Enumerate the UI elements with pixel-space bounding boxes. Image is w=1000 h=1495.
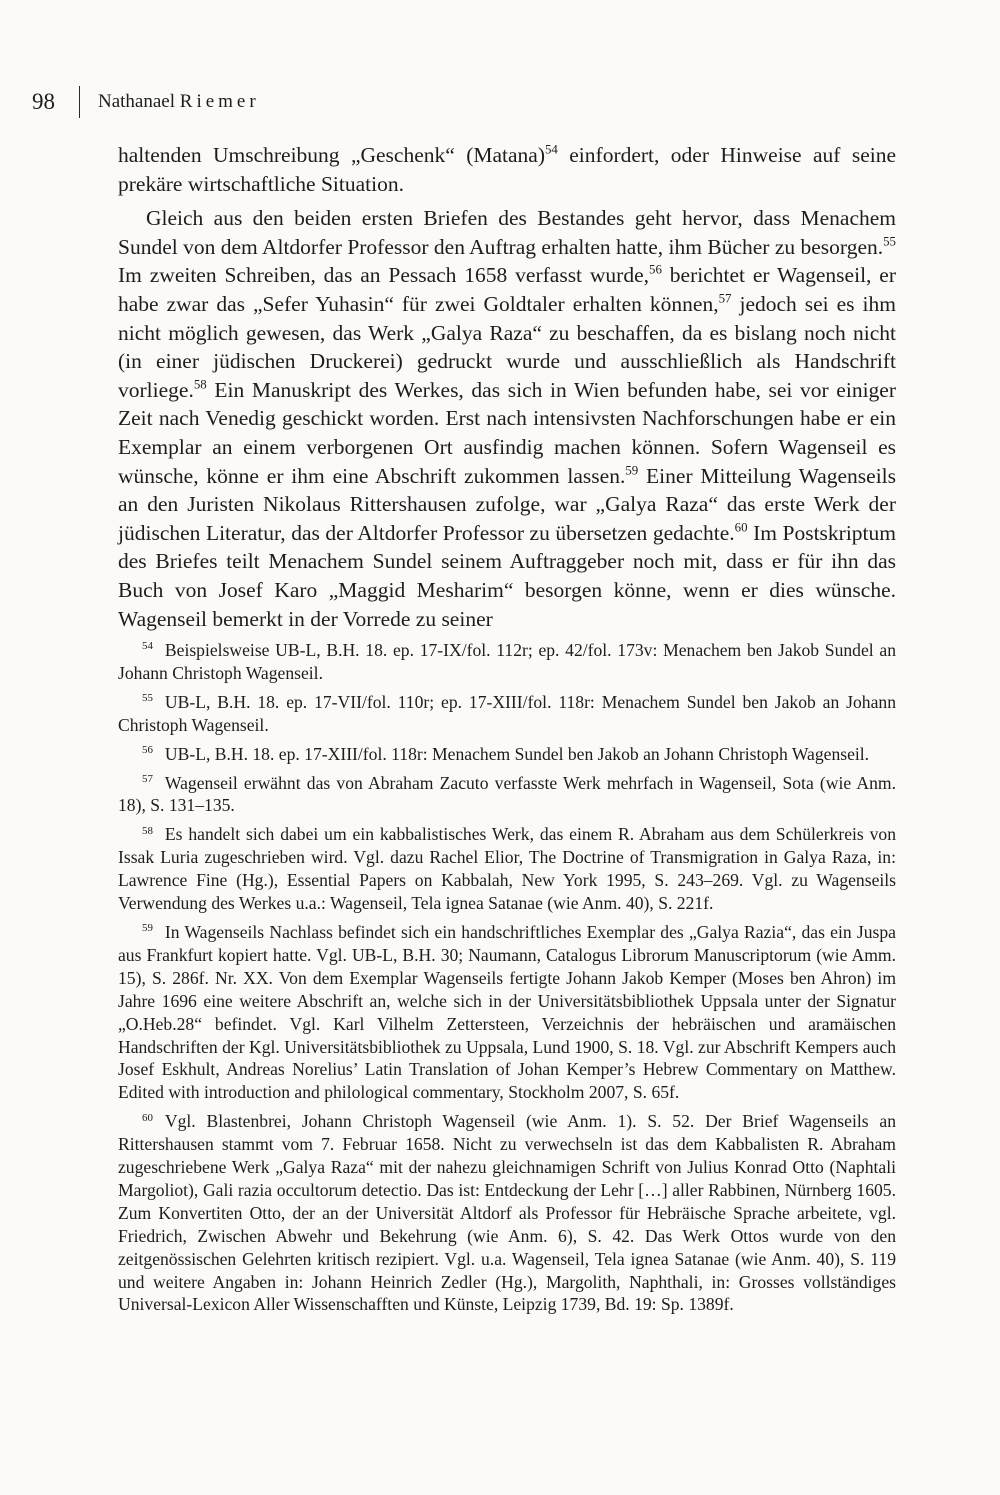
footnote-60 (118, 1110, 896, 1316)
footnote-ref-56: 56 (649, 263, 662, 277)
footnote-number: 58 (142, 824, 153, 837)
footnote-number: 56 (142, 744, 153, 757)
text-span: haltenden Umschreibung „Geschenk“ (Matana) (118, 143, 545, 167)
author-last-name: Riemer (179, 91, 260, 112)
main-text (118, 141, 896, 633)
footnote-number: 57 (142, 772, 153, 785)
text-span: Gleich aus den beiden ersten Briefen des Bestandes geht hervor, dass Menachem Sundel von dem Altdorfer Professor den Auftrag erhalten hatte, ihm Bücher zu besorgen. (118, 206, 896, 259)
footnote-text: UB-L, B.H. 18. ep. 17-VII/fol. 110r; ep. 17-XIII/fol. 118r: Menachem Sundel ben Jakob an Johann Christoph Wagenseil. (118, 691, 896, 735)
footnote-59 (118, 921, 896, 1104)
page-number: 98 (32, 89, 55, 114)
footnote-ref-59: 59 (625, 463, 639, 478)
footnote-text: UB-L, B.H. 18. ep. 17-XIII/fol. 118r: Menachem Sundel ben Jakob an Johann Christoph Wagenseil. (164, 743, 870, 764)
footnote-ref-60: 60 (734, 520, 748, 535)
footnote-text: Vgl. Blastenbrei, Johann Christoph Wagenseil (wie Anm. 1). S. 52. Der Brief Wagenseils an Rittershausen stammt vom 7. Februar 1658. Nicht zu verwechseln ist das dem Kabbalisten R. Abraham zugeschriebene Werk „Galya Raza“ mit der nahezu gleichnamigen Schrift von Julius Konrad Otto (Naphtali Margoliot), Gali razia occultorum detectio. Das ist: Entdeckung der Lehr […] aller Rabbinen, Nürnberg 1605. Zum Konvertiten Otto, der an der Universität Altdorf als Professor für Hebräische Sprache arbeitete, vgl. Friedrich, Zwischen Abwehr und Bekehrung (wie Anm. 6), S. 42. Das Werk Ottos wurde von den zeitgenössischen Gelehrten kritisch rezipiert. Vgl. u.a. Wagenseil, Tela ignea Satanae (wie Anm. 40), S. 119 und weitere Angaben in: Johann Heinrich Zedler (Hg.), Margolith, Naphthali, in: Grosses vollständiges Universal-Lexicon Aller Wissenschafften und Künste, Leipzig 1739, Bd. 19: Sp. 1389f. (118, 1111, 896, 1315)
footnote-57 (118, 772, 896, 818)
footnote-number: 54 (142, 640, 153, 653)
header-separator (79, 86, 80, 118)
text-span: Ein Manuskript des Werkes, das sich in Wien befunden habe, sei vor einiger Zeit nach Venedig geschickt worden. Erst nach intensivsten Nachforschungen habe er ein Exemplar an einem verborgenen Ort ausfindig machen können. Sofern Wagenseil es wünsche, könne er ihm eine Abschrift zukommen lassen. (118, 377, 896, 488)
footnote-number: 59 (142, 922, 153, 935)
footnote-54 (118, 639, 896, 685)
text-span: einfordert, oder Hinweise auf seine prekäre wirtschaftliche Situation. (118, 143, 896, 196)
footnote-ref-55: 55 (883, 234, 896, 249)
footnote-text: Beispielsweise UB-L, B.H. 18. ep. 17-IX/fol. 112r; ep. 42/fol. 173v: Menachem ben Jakob Sundel an Johann Christoph Wagenseil. (118, 640, 896, 683)
footnote-number: 60 (142, 1111, 153, 1124)
footnote-number: 55 (142, 692, 153, 705)
footnote-58 (118, 823, 896, 915)
footnote-55 (118, 691, 896, 737)
footnote-ref-58: 58 (193, 377, 207, 392)
paragraph-2 (118, 204, 896, 633)
footnote-text: In Wagenseils Nachlass befindet sich ein handschriftliches Exemplar des „Galya Razia“, das ein Juspa aus Frankfurt kopiert hatte. Vgl. UB-L, B.H. 30; Naumann, Catalogus Librorum Manuscriptorum (wie Amm. 15), S. 286f. Nr. XX. Von dem Exemplar Wagenseils fertigte Johann Jakob Kemper (Moses ben Ahron) im Jahre 1696 eine weitere Abschrift an, welche sich in der Universitätsbibliothek Uppsala unter der Signatur „O.Heb.28“ befindet. Vgl. Karl Vilhelm Zettersteen, Verzeichnis der hebräischen und aramäischen Handschriften der Kgl. Universitätsbibliothek zu Uppsala, Lund 1900, S. 18. Vgl. zur Abschrift Kempers auch Josef Eskhult, Andreas Norelius’ Latin Translation of Johan Kemper’s Hebrew Commentary on Matthew. Edited with introduction and philological commentary, Stockholm 2007, S. 65f. (118, 921, 896, 1103)
text-span: berichtet er Wagenseil, er habe zwar das „Sefer Yuhasin“ für zwei Goldtaler erhalten können, (118, 263, 896, 316)
text-span: jedoch sei es ihm nicht möglich gewesen, das Werk „Galya Raza“ zu beschaffen, da es bislang noch nicht (in einer jüdischen Druckerei) gedruckt wurde und ausschließlich als Handschrift vorliege. (118, 291, 896, 402)
running-header (32, 86, 260, 118)
text-span: Einer Mitteilung Wagenseils an den Juristen Nikolaus Rittershausen zufolge, war „Galya Raza“ das erste Werk der jüdischen Literatur, das der Altdorfer Professor zu übersetzen gedachte. (118, 463, 897, 545)
text-span: Im zweiten Schreiben, das an Pessach 1658 verfasst wurde, (118, 263, 650, 288)
author-first-name: Nathanael (98, 91, 176, 112)
footnotes (118, 639, 896, 1322)
footnote-ref-54: 54 (544, 142, 558, 157)
text-span: Im Postskriptum des Briefes teilt Menachem Sundel seinem Auftraggeber noch mit, dass er für ihn das Buch von Josef Karo „Maggid Mesharim“ besorgen könne, wenn er dies wünsche. Wagenseil bemerkt in der Vorrede zu seiner (118, 520, 896, 631)
footnote-56 (118, 743, 896, 766)
running-author (98, 91, 260, 113)
footnote-text: Wagenseil erwähnt das von Abraham Zacuto verfasste Werk mehrfach in Wagenseil, Sota (wie Anm. 18), S. 131–135. (118, 772, 896, 816)
footnote-ref-57: 57 (718, 291, 732, 306)
footnote-text: Es handelt sich dabei um ein kabbalistisches Werk, das einem R. Abraham aus dem Schülerkreis von Issak Luria zugeschrieben wird. Vgl. dazu Rachel Elior, The Doctrine of Transmigration in Galya Raza, in: Lawrence Fine (Hg.), Essential Papers on Kabbalah, New York 1995, S. 243–269. Vgl. zu Wagenseils Verwendung des Werkes u.a.: Wagenseil, Tela ignea Satanae (wie Anm. 40), S. 221f. (118, 824, 896, 914)
paragraph-1 (118, 141, 896, 198)
